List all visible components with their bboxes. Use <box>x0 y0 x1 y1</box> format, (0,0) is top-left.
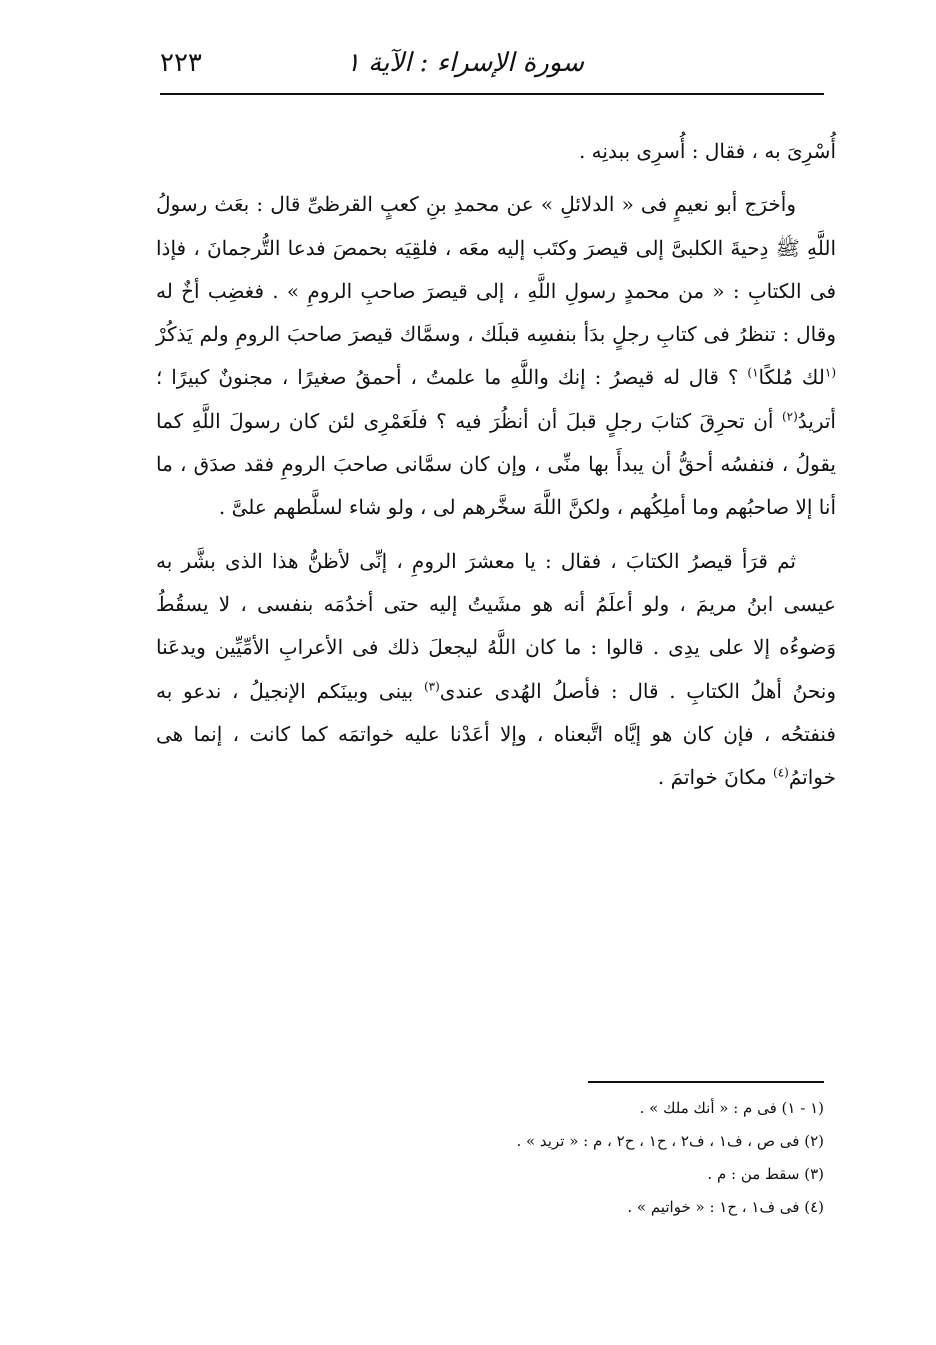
header-divider <box>160 93 824 95</box>
footnote-1: (١ - ١) فى م : « أنك ملك » . <box>639 1099 824 1117</box>
paragraph-3-part-1: ثم قرَأ قيصرُ الكتابَ ، فقال : يا معشرَ الرومِ ، إنِّى لأظنُّ هذا الذى بشَّر به عيسى ابنُ مريمَ ، ولو أعلَمُ أنه هو مشَيتُ إليه حتى أخدُمَه بنفسى ، لا يسقُطُ وَضوءُه إلا على يدِى . قالوا : ما كان اللَّهُ ليجعلَ ذلك فى الأعرابِ الأمِّيِّين ويدعَنا ونحنُ أهلُ الكتابِ . قال : فأصلُ الهُدى عندى <box>156 548 836 703</box>
page-number: ٢٢٣ <box>160 48 202 78</box>
running-title: سورة الإسراء : الآية ١ <box>345 48 584 78</box>
footnote-marker-2: (٢) <box>781 409 798 424</box>
main-text <box>156 130 836 799</box>
paragraph-2-part-2: لك مُلكًا <box>758 365 825 390</box>
footnote-3: (٣) سقط من : م . <box>707 1165 824 1183</box>
paragraph-2-part-1: وأخرَج أبو نعيمٍ فى « الدلائلِ » عن محمدِ بنِ كعبٍ القرظىِّ قال : بعَث رسولُ اللَّهِ ﷺ دِحيةَ الكلبىَّ إلى قيصرَ وكتَب إليه معَه ، فلقِيَه بحمصَ فدعا التُّرجمانَ ، فإذا فى الكتابِ : « من محمدٍ رسولِ اللَّهِ ، إلى قيصرَ صاحبِ الرومِ » . فغضِب أخٌ له وقال : تنظرُ فى كتابِ رجلٍ بدَأ بنفسِه قبلَك ، وسمَّاك قيصرَ صاحبَ الرومِ ولم يَذكُرْ <box>156 192 836 347</box>
footnote-marker-4: (٤) <box>773 765 789 780</box>
paragraph-3-part-2: بينى وبينَكم الإنجيلُ ، ندعو به فنفتحُه ، فإن كان هو إيَّاه اتَّبعناه ، وإلا أعَدْنا عليه خواتمَه كما كانت ، إنما هى خواتمُ <box>156 678 836 790</box>
footnote-divider <box>588 1081 824 1083</box>
footnotes <box>224 1092 824 1224</box>
paragraph-2-part-3: ؟ قال له قيصرُ : إنك واللَّهِ ما علمتُ ، أحمقُ صغيرًا ، مجنونٌ كبيرًا ؛ أتريدُ <box>156 365 836 433</box>
footnote-marker-1-open: (١ <box>824 365 837 380</box>
paragraph-3 <box>156 540 836 800</box>
footnote-marker-3: (٣) <box>423 678 440 693</box>
footnote-marker-1-close: ١) <box>747 365 759 380</box>
paragraph-1-text: أُسْرِىَ به ، فقال : أُسرِى ببدنِه . <box>578 139 836 163</box>
footnote-4: (٤) فى ف١ ، ح١ : « خواتيم » . <box>627 1198 824 1216</box>
page-header <box>160 48 824 92</box>
paragraph-1 <box>156 130 836 173</box>
footnote-2: (٢) فى ص ، ف١ ، ف٢ ، ح١ ، ح٢ ، م : « تريد » . <box>516 1132 824 1150</box>
paragraph-2-part-4: أن تحرِقَ كتابَ رجلٍ قبلَ أن أنظُرَ فيه ؟ فلَعَمْرِى لئن كان رسولَ اللَّهِ كما يقولُ ، فنفسُه أحقُّ أن يبدأَ بها منِّى ، وإن كان سمَّانى صاحبَ الرومِ فقد صدَق ، ما أنا إلا صاحبُهم وما أملِكُهم ، ولكنَّ اللَّهَ سخَّرهم لى ، ولو شاء لسلَّطهم علىَّ . <box>156 408 837 520</box>
paragraph-2 <box>156 183 836 529</box>
paragraph-3-part-3: مكانَ خواتمَ . <box>657 765 767 790</box>
